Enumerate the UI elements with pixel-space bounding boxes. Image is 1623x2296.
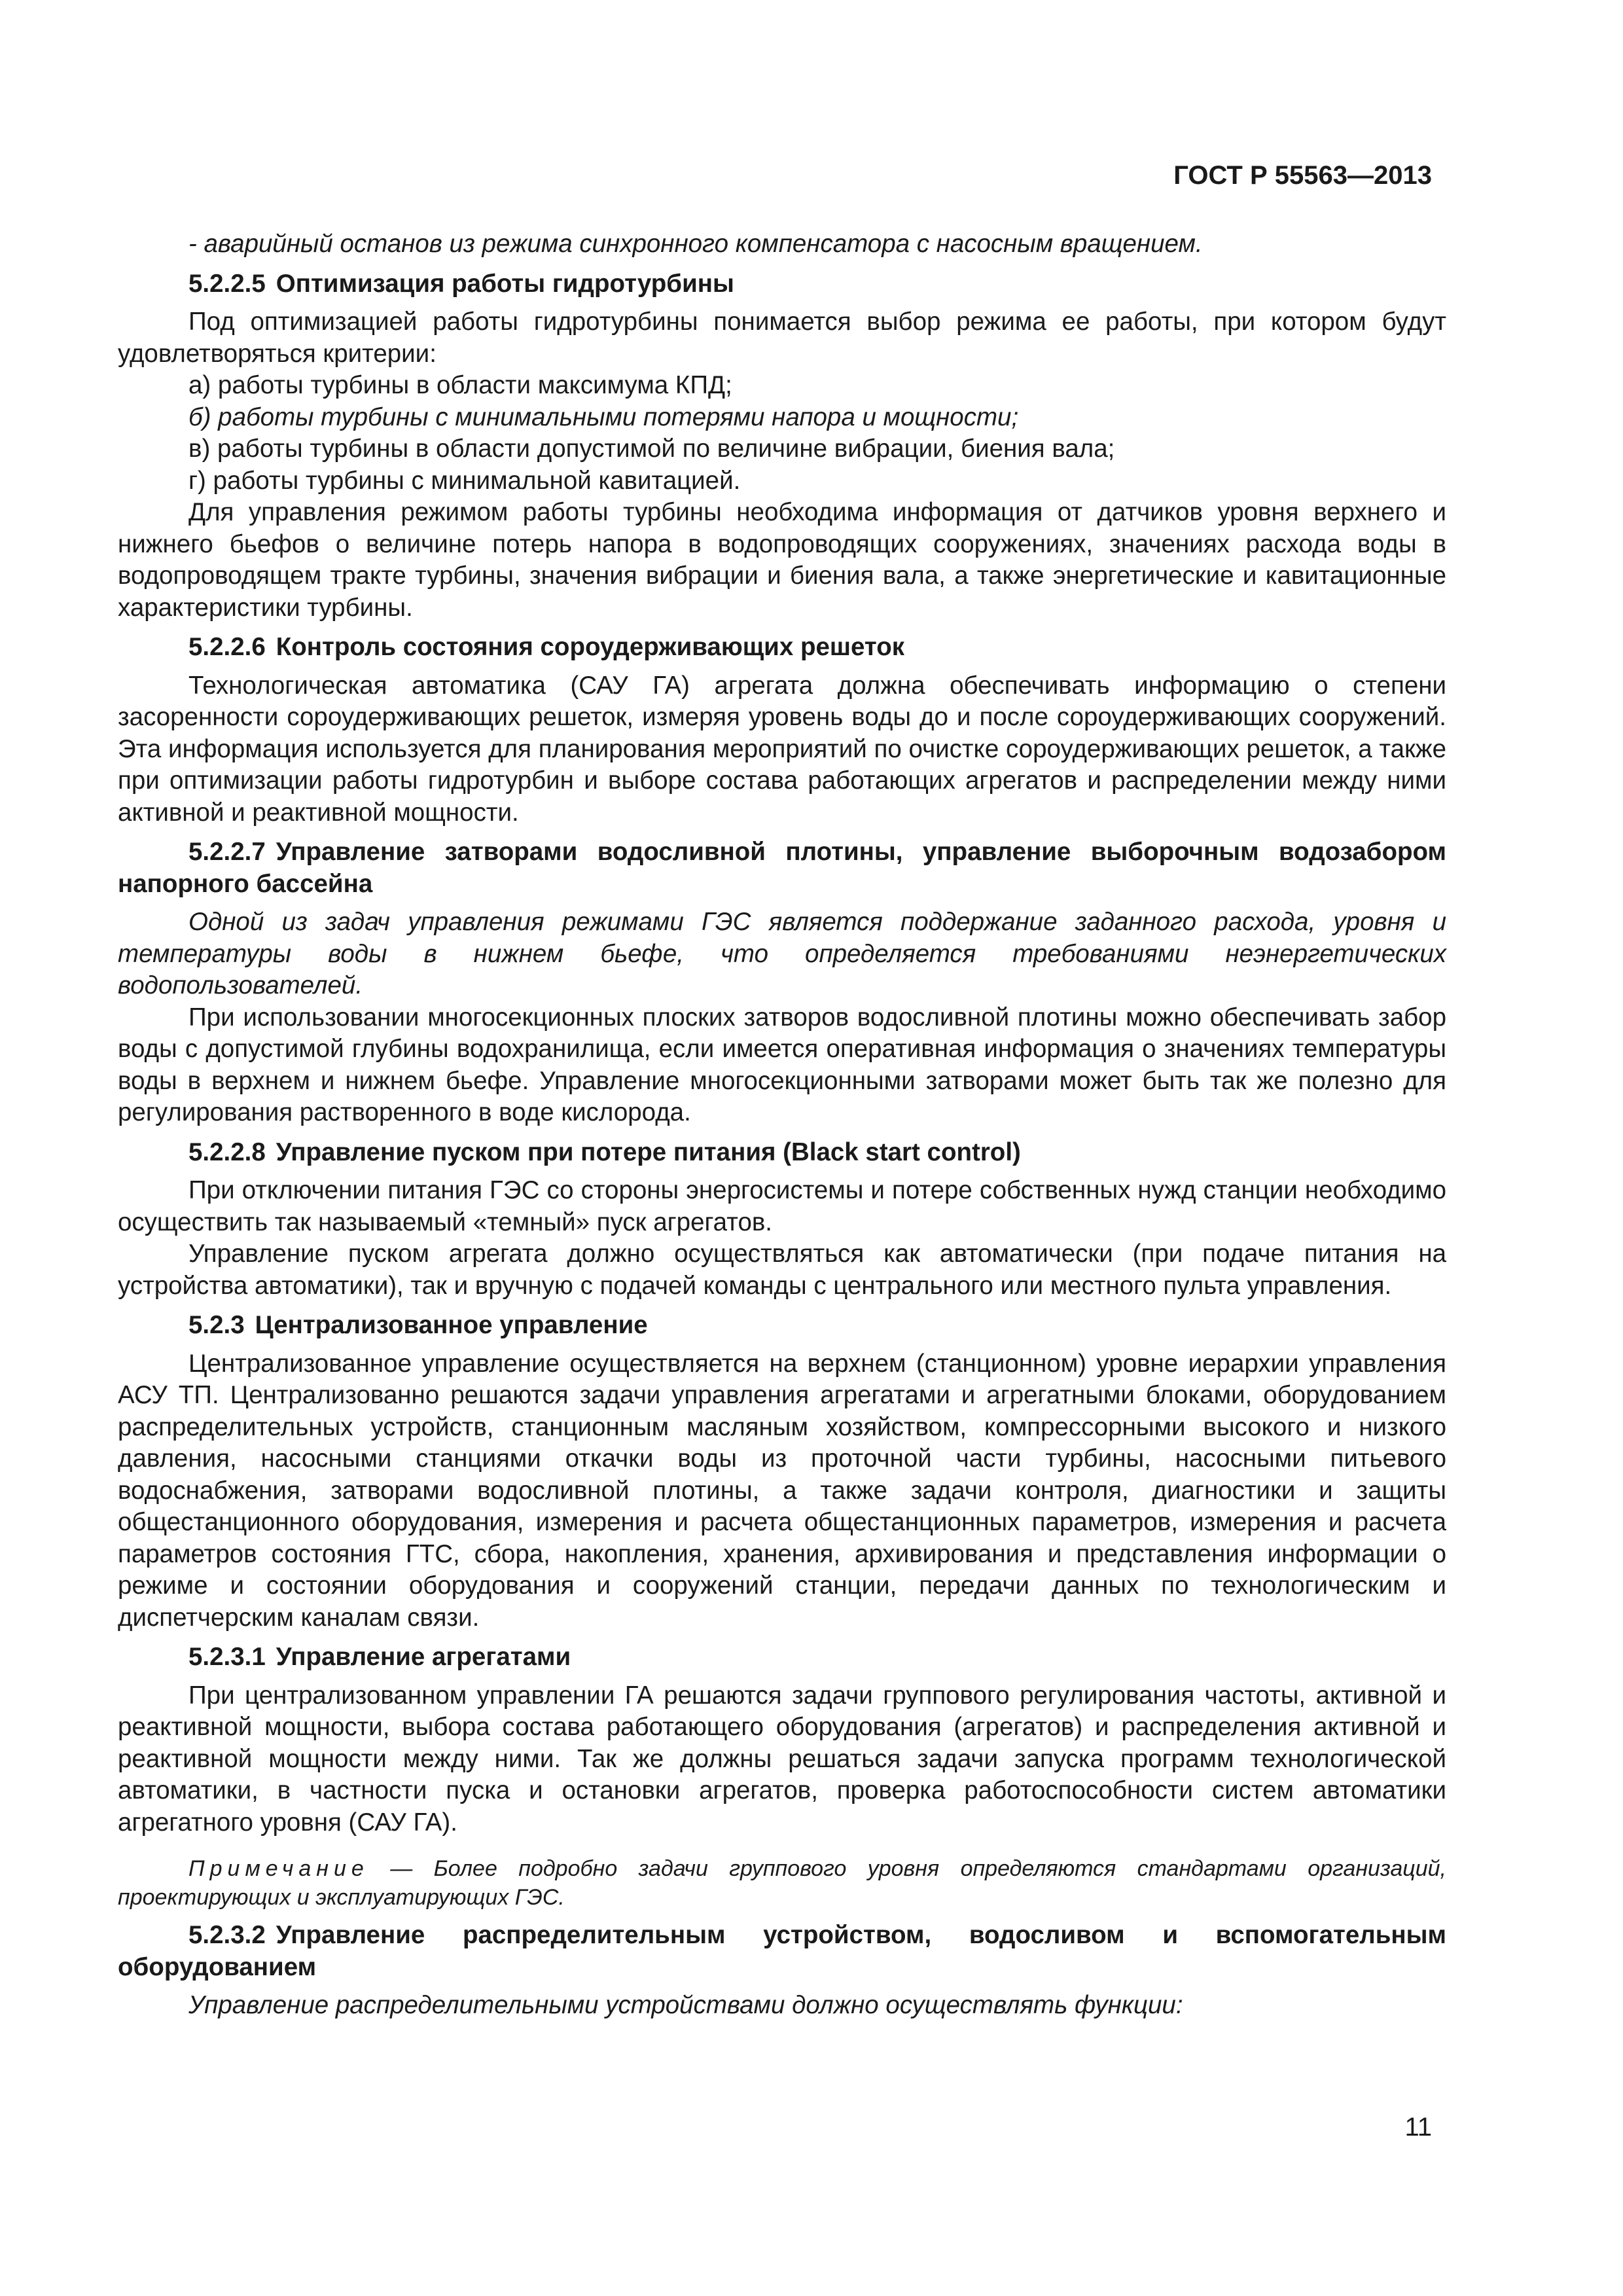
section-title: Управление пуском при потере питания (Black start control) [276, 1138, 1021, 1166]
paragraph: При отключении питания ГЭС со стороны энергосистемы и потере собственных нужд станции необходимо осуществить так называемый «темный» пуск агрегатов. [118, 1176, 1446, 1236]
paragraph: При централизованном управлении ГА решаются задачи группового регулирования частоты, активной и реактивной мощности, выбора состава работающего оборудования (агрегатов) и распределения активной и реактивной мощности между ними. Так же должны решаться задачи запуска программ технологической автоматики, в частности пуска и остановки агрегатов, проверка работоспособности систем автоматики агрегатного уровня (САУ ГА). [118, 1681, 1446, 1837]
section-heading-5-2-3-1 [118, 1641, 1446, 1674]
standard-code-header: ГОСТ Р 55563—2013 [1173, 161, 1432, 190]
section-heading-5-2-3 [118, 1310, 1446, 1342]
paragraph: При использовании многосекционных плоских затворов водосливной плотины можно обеспечивать забор воды с допустимой глубины водохранилища, если имеется оперативная информация о значениях температуры воды в верхнем и нижнем бьефе. Управление многосекционными затворами может быть так же полезно для регулирования растворенного в воде кислорода. [118, 1003, 1446, 1126]
section-title: Управление распределительным устройством, водосливом и вспомогательным оборудованием [118, 1921, 1446, 1981]
section-number: 5.2.2.7 [188, 838, 266, 866]
note [118, 1854, 1446, 1912]
section-number: 5.2.3.1 [188, 1643, 266, 1671]
section-number: 5.2.2.6 [188, 633, 266, 661]
list-item-g: г) работы турбины с минимальной кавитацией. [188, 466, 741, 495]
section-title: Централизованное управление [255, 1311, 648, 1339]
section-heading-5-2-3-2 [118, 1920, 1446, 1983]
paragraph: Под оптимизацией работы гидротурбины понимается выбор режима ее работы, при котором будут удовлетворяться критерии: [118, 308, 1446, 368]
paragraph: Технологическая автоматика (САУ ГА) агрегата должна обеспечивать информацию о степени засоренности сороудерживающих решеток, измеряя уровень воды до и после сороудерживающих сооружений. Эта информация используется для планирования мероприятий по очистке сороудерживающих решеток, а также при оптимизации работы гидротурбин и выборе состава работающих агрегатов и распределении между ними активной и реактивной мощности. [118, 671, 1446, 827]
document-body [118, 228, 1446, 2022]
section-heading-5-2-2-7 [118, 836, 1446, 900]
paragraph: Одной из задач управления режимами ГЭС является поддержание заданного расхода, уровня и температуры воды в нижнем бьефе, что определяется требованиями неэнергетических водопользователей. [118, 908, 1446, 999]
section-title: Оптимизация работы гидротурбины [276, 269, 734, 298]
section-heading-5-2-2-5 [118, 268, 1446, 300]
page-number: 11 [1404, 2113, 1432, 2142]
paragraph: Управление пуском агрегата должно осуществляться как автоматически (при подаче питания на устройства автоматики), так и вручную с подачей команды с центрального или местного пульта управления. [118, 1240, 1446, 1300]
emergency-stop-line: - аварийный останов из режима синхронного компенсатора с насосным вращением. [188, 230, 1203, 258]
section-title: Управление затворами водосливной плотины, управление выборочным водозабором напорного бассейна [118, 838, 1446, 898]
section-title: Управление агрегатами [276, 1643, 571, 1671]
list-item-v: в) работы турбины в области допустимой по величине вибрации, биения вала; [188, 435, 1115, 463]
paragraph: Для управления режимом работы турбины необходима информация от датчиков уровня верхнего и нижнего бьефов о величине потерь напора в водопроводящих сооружениях, значениях расхода воды в водопроводящем тракте турбины, значения вибрации и биения вала, а также энергетические и кавитационные характеристики турбины. [118, 498, 1446, 622]
section-number: 5.2.3 [188, 1311, 245, 1339]
paragraph: Управление распределительными устройствами должно осуществлять функции: [188, 1991, 1183, 2019]
section-number: 5.2.3.2 [188, 1921, 266, 1949]
list-item-a: а) работы турбины в области максимума КПД; [188, 371, 732, 399]
section-heading-5-2-2-6 [118, 632, 1446, 664]
section-heading-5-2-2-8 [118, 1137, 1446, 1169]
list-item-b: б) работы турбины с минимальными потерями напора и мощности; [188, 403, 1019, 431]
note-label: Примечание [188, 1856, 369, 1881]
section-title: Контроль состояния сороудерживающих решеток [276, 633, 905, 661]
note-text: — Более подробно задачи группового уровня определяются стандартами организаций, проектирующих и эксплуатирующих ГЭС. [118, 1856, 1446, 1910]
paragraph: Централизованное управление осуществляется на верхнем (станционном) уровне иерархии управления АСУ ТП. Централизованно решаются задачи управления агрегатами и агрегатными блоками, оборудованием распределительных устройств, станционным масляным хозяйством, компрессорными высокого и низкого давления, насосными станциями откачки воды из проточной части турбины, насосными питьевого водоснабжения, затворами водосливной плотины, а также задачи контроля, диагностики и защиты общестанционного оборудования, измерения и расчета общестанционных параметров, измерения и расчета параметров состояния ГТС, сбора, накопления, хранения, архивирования и представления информации о режиме и состоянии оборудования и сооружений станции, передачи данных по технологическим и диспетчерским каналам связи. [118, 1349, 1446, 1632]
section-number: 5.2.2.5 [188, 269, 266, 298]
section-number: 5.2.2.8 [188, 1138, 266, 1166]
